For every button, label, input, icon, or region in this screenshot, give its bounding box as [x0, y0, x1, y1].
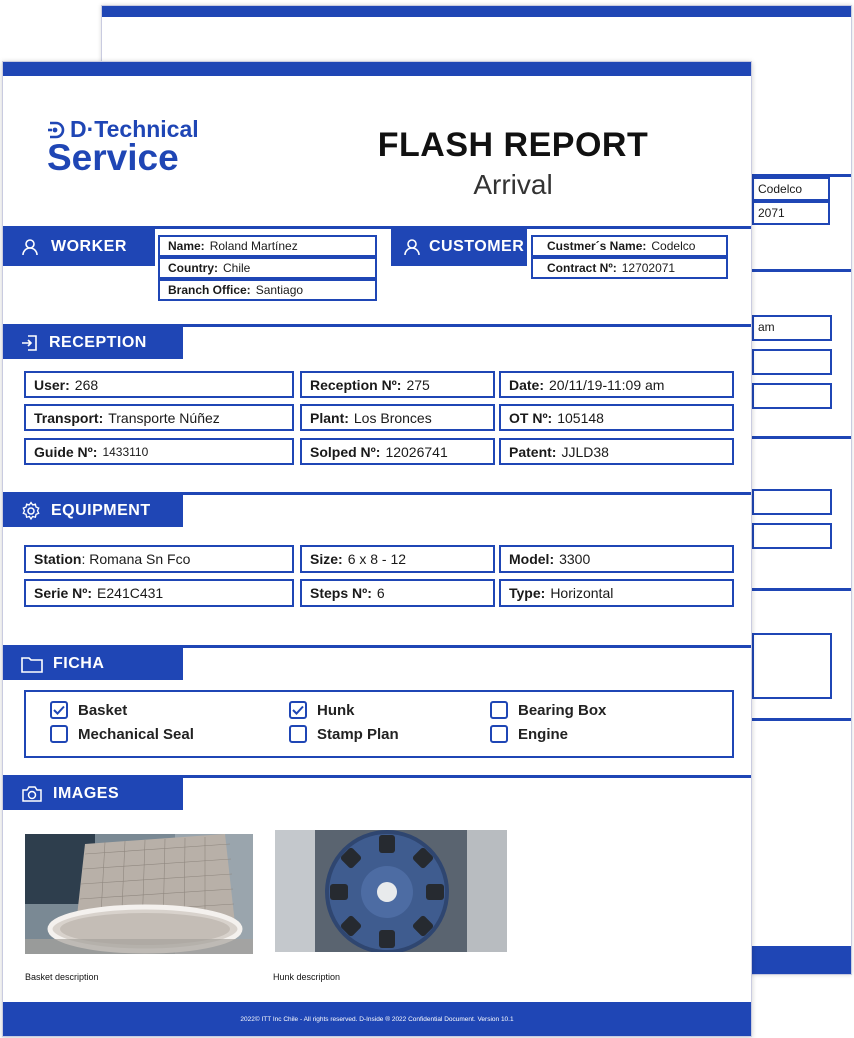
company-logo [47, 118, 199, 176]
ficha-label: FICHA [53, 654, 105, 672]
worker-tab [3, 228, 155, 266]
folder-icon [21, 655, 43, 673]
reception-tab [3, 326, 183, 359]
login-icon [21, 334, 39, 352]
checkbox-bearing-box[interactable]: Bearing Box [490, 701, 606, 719]
worker-branch-field: Branch Office: Santiago [158, 279, 377, 301]
footer-text: 2022© ITT Inc Chile - All rights reserved. D-Inside ® 2022 Confidential Document. Version 10.1 [240, 1016, 514, 1023]
back-page-field [752, 489, 832, 515]
checkbox-engine[interactable]: Engine [490, 725, 568, 743]
back-page-divider [752, 436, 851, 439]
ficha-checklist [24, 690, 734, 758]
reception-date-field: Date: 20/11/19-11:09 am [499, 371, 734, 398]
back-page-top-bar [102, 6, 851, 17]
back-page-divider [752, 269, 851, 272]
back-page-field [752, 523, 832, 549]
back-page-field [752, 633, 832, 699]
gear-icon [21, 501, 41, 521]
reception-number-field: Reception Nº: 275 [300, 371, 495, 398]
logo-bottom-text: Service [47, 137, 179, 178]
checkbox-stamp-plan[interactable]: Stamp Plan [289, 725, 399, 743]
back-page-divider [752, 718, 851, 721]
reception-guide-field: Guide Nº: 1433110 [24, 438, 294, 465]
reception-label: RECEPTION [49, 333, 147, 351]
user-icon [21, 238, 39, 256]
back-page-field: Codelco [752, 177, 830, 201]
checkbox-hunk[interactable]: Hunk [289, 701, 355, 719]
reception-plant-field: Plant: Los Bronces [300, 404, 495, 431]
ficha-tab [3, 647, 183, 680]
reception-solped-field: Solped Nº: 12026741 [300, 438, 495, 465]
camera-icon [21, 785, 43, 803]
back-page-field: am [752, 315, 832, 341]
reception-user-field: User: 268 [24, 371, 294, 398]
hunk-photo [275, 830, 507, 952]
equipment-steps-field: Steps Nº: 6 [300, 579, 495, 607]
check-icon [289, 701, 307, 719]
equipment-type-field: Type: Horizontal [499, 579, 734, 607]
flash-report-page [2, 61, 752, 1037]
images-label: IMAGES [53, 784, 120, 802]
equipment-serie-field: Serie Nº: E241C431 [24, 579, 294, 607]
customer-tab [391, 228, 527, 266]
back-page-divider [752, 588, 851, 591]
reception-transport-field: Transport: Transporte Núñez [24, 404, 294, 431]
checkbox-mechanical-seal[interactable]: Mechanical Seal [50, 725, 194, 743]
checkbox-basket[interactable]: Basket [50, 701, 127, 719]
worker-name-field: Name: Roland Martínez [158, 235, 377, 257]
equipment-label: EQUIPMENT [51, 501, 151, 519]
customer-contract-field: Contract Nº: 12702071 [531, 257, 728, 279]
equipment-station-field: Station : Romana Sn Fco [24, 545, 294, 573]
equipment-model-field: Model: 3300 [499, 545, 734, 573]
check-icon [50, 701, 68, 719]
customer-label: CUSTOMER [429, 238, 525, 255]
back-page-field [752, 349, 832, 375]
user-icon [403, 238, 421, 256]
equipment-tab [3, 494, 183, 527]
logo-top-text: D·Technical [70, 116, 199, 142]
reception-patent-field: Patent: JJLD38 [499, 438, 734, 465]
back-page-field: 2071 [752, 201, 830, 225]
customer-name-field: Custmer´s Name: Codelco [531, 235, 728, 257]
back-page-field [752, 383, 832, 409]
page-footer [3, 1002, 751, 1037]
reception-ot-field: OT Nº: 105148 [499, 404, 734, 431]
hunk-caption: Hunk description [273, 972, 341, 982]
worker-country-field: Country: Chile [158, 257, 377, 279]
report-title: FLASH REPORT [377, 126, 649, 164]
basket-photo [25, 834, 253, 954]
top-bar [3, 62, 751, 76]
worker-label: WORKER [51, 238, 127, 255]
basket-caption: Basket description [25, 972, 99, 982]
report-title-block [353, 126, 673, 201]
report-subtitle: Arrival [473, 169, 553, 200]
equipment-size-field: Size: 6 x 8 - 12 [300, 545, 495, 573]
images-tab [3, 777, 183, 810]
